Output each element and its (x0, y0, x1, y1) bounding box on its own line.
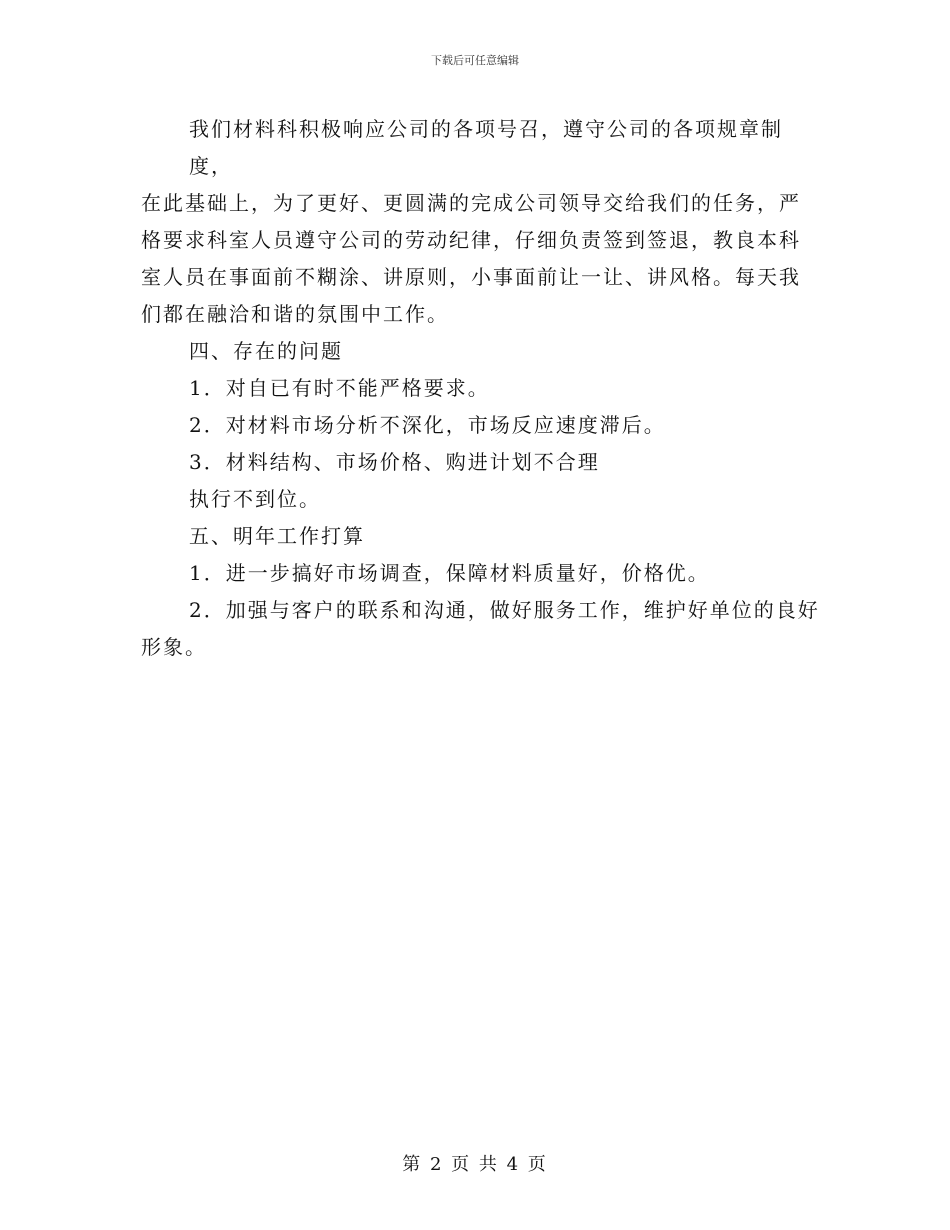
intro-paragraph (141, 111, 821, 333)
section-4-heading: 四、存在的问题 (189, 339, 343, 363)
intro-line-2: 在此基础上，为了更好、更圆满的完成公司领导交给我们的任务，严 (141, 191, 801, 215)
section-4-item-3: 3．材料结构、市场价格、购进计划不合理 (189, 450, 600, 474)
section-5-item-1: 1．进一步搞好市场调查，保障材料质量好，价格优。 (189, 561, 710, 585)
page-number: 第 2 页 共 4 页 (402, 1154, 548, 1175)
section-5-item-2 (141, 592, 821, 666)
section-5-item-2-line-2: 形象。 (141, 635, 207, 659)
section-5-heading: 五、明年工作打算 (189, 524, 365, 548)
section-5-item-2-line-1: 2．加强与客户的联系和沟通，做好服务工作，维护好单位的良好 (189, 598, 820, 622)
document-body (141, 111, 821, 666)
section-4-item-1: 1．对自已有时不能严格要求。 (189, 376, 490, 400)
header-note: 下载后可任意编辑 (431, 54, 519, 67)
section-4-item-3-continued: 执行不到位。 (189, 487, 321, 511)
intro-line-3: 格要求科室人员遵守公司的劳动纪律，仔细负责签到签退，教良本科 (141, 228, 801, 252)
section-4-item-2: 2．对材料市场分析不深化，市场反应速度滞后。 (189, 413, 666, 437)
intro-line-1: 我们材料科积极响应公司的各项号召，遵守公司的各项规章制度， (189, 117, 783, 178)
intro-line-4: 室人员在事面前不糊涂、讲原则，小事面前让一让、讲风格。每天我 (141, 265, 801, 289)
intro-line-5: 们都在融洽和谐的氛围中工作。 (141, 302, 449, 326)
